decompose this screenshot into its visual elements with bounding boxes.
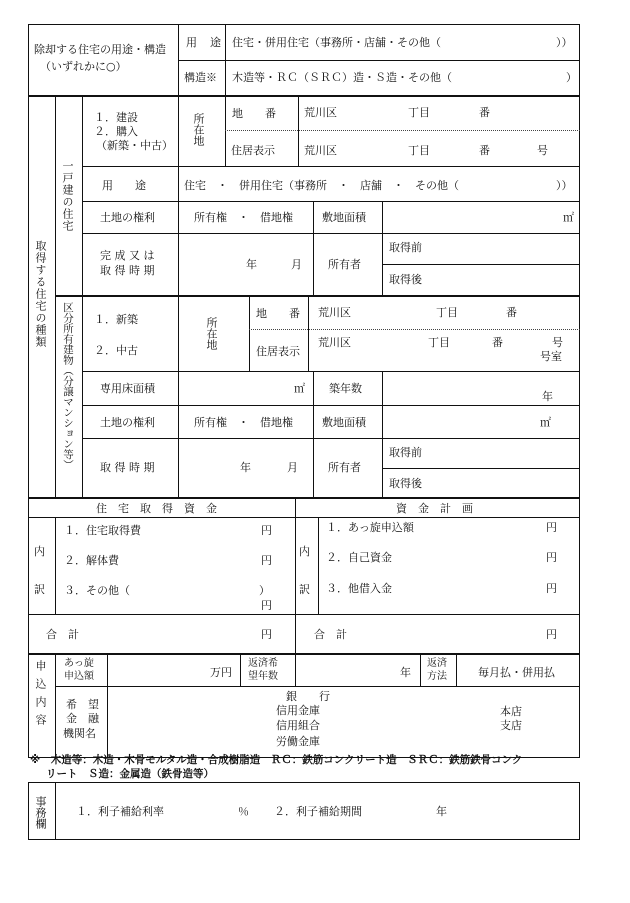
grid	[82, 371, 580, 372]
grid	[382, 371, 383, 498]
detached-opt1: １．建設	[94, 111, 138, 124]
detached-use-label: 用 途	[102, 179, 146, 192]
detached-opt2-sub: （新築・中古）	[96, 139, 173, 152]
grid	[420, 655, 421, 687]
grid	[28, 653, 580, 655]
condo-site-area-label: 敷地面積	[322, 416, 366, 429]
grid	[295, 498, 296, 654]
mediation-label2: 申込額	[64, 671, 94, 682]
office-item1: １．利子補給利率	[76, 805, 164, 818]
demolish-sub: （いずれかに○）	[40, 60, 127, 73]
inst-type-kumiai: 信用組合	[276, 719, 320, 732]
left-breakdown-char1: 内	[34, 545, 45, 558]
detached-label: 一戸建の住宅	[61, 160, 74, 232]
inst-type-shinkin: 信用金庫	[276, 704, 320, 717]
condo-addr-chome: 丁目	[428, 336, 450, 349]
mediation-unit: 万円	[210, 666, 232, 679]
right-yen-3: 円	[546, 582, 557, 595]
detached-use-close: ））	[556, 179, 573, 192]
repay-method-value: 毎月払・併用払	[478, 666, 555, 679]
grid	[55, 295, 580, 297]
condo-opt1: １．新築	[94, 313, 138, 326]
grid	[55, 517, 56, 615]
grid	[456, 655, 457, 687]
grid	[82, 405, 580, 406]
repay-years-unit: 年	[400, 666, 411, 679]
note-line2: リート Ｓ造：金属造（鉄骨造等）	[46, 768, 214, 780]
detached-lot-chome: 丁目	[408, 106, 430, 119]
detached-land-rights-value: 所有権 ・ 借地権	[194, 211, 293, 224]
office-item2-unit: 年	[436, 805, 447, 818]
grid	[178, 296, 179, 498]
grid	[55, 782, 56, 840]
institution-label1: 希 望	[66, 698, 99, 711]
branch-head: 本店	[500, 705, 522, 718]
grid	[178, 60, 580, 61]
grid	[28, 782, 29, 840]
funds-left-header: 住 宅 取 得 資 金	[96, 502, 217, 515]
condo-lot-ban: 番	[506, 306, 517, 319]
grid	[249, 296, 250, 371]
grid	[28, 614, 580, 615]
detached-time-label1: 完 成 又 は	[100, 249, 155, 262]
detached-time-month: 月	[291, 258, 302, 271]
condo-opt2: ２．中古	[94, 344, 138, 357]
condo-floor-area-label: 専用床面積	[100, 382, 155, 395]
repay-method-label2: 方法	[427, 671, 447, 682]
grid	[55, 686, 580, 687]
use-close: ））	[556, 36, 573, 49]
detached-addr-chome: 丁目	[408, 144, 430, 157]
condo-lot-chome: 丁目	[436, 306, 458, 319]
right-yen-2: 円	[546, 551, 557, 564]
border-left	[28, 24, 29, 758]
grid	[28, 497, 580, 499]
detached-site-area-unit: ㎡	[563, 211, 574, 224]
right-total-yen: 円	[546, 628, 557, 641]
detached-land-rights-label: 土地の権利	[100, 211, 155, 224]
condo-addr-go: 号	[552, 336, 563, 349]
detached-use-value: 住宅 ・ 併用住宅（事務所 ・ 店舗 ・ その他（	[184, 179, 459, 192]
detached-lot-label: 地 番	[232, 107, 276, 120]
grid	[295, 655, 296, 687]
grid	[579, 782, 580, 840]
condo-site-area-unit: ㎡	[540, 416, 551, 429]
grid	[382, 264, 580, 265]
grid	[55, 655, 56, 758]
struct-label: 構造※	[184, 71, 217, 84]
grid	[82, 166, 580, 167]
demolish-label: 除却する住宅の用途・構造	[34, 43, 166, 56]
application-label: 申込内容	[34, 660, 47, 732]
condo-lot-city: 荒川区	[318, 306, 351, 319]
condo-addr-city: 荒川区	[318, 336, 351, 349]
grid	[107, 655, 108, 758]
condo-addr-room: 号室	[540, 350, 562, 363]
condo-time-year: 年	[240, 461, 251, 474]
condo-owner-label: 所有者	[328, 461, 361, 474]
institution-label2: 金 融	[66, 712, 99, 725]
condo-after-label: 取得後	[389, 477, 422, 490]
left-item-3: ３．その他（	[64, 584, 130, 597]
detached-addr-ban: 番	[479, 144, 490, 157]
left-item-1: １．住宅取得費	[64, 524, 141, 537]
detached-after-label: 取得後	[389, 273, 422, 286]
grid	[28, 517, 580, 518]
grid	[382, 468, 580, 469]
left-yen-2: 円	[261, 554, 272, 567]
grid	[55, 96, 56, 498]
right-item-1: １．あっ旋申込額	[326, 521, 414, 534]
condo-land-rights-label: 土地の権利	[100, 416, 155, 429]
detached-owner-label: 所有者	[328, 258, 361, 271]
right-yen-1: 円	[546, 521, 557, 534]
right-total-label: 合 計	[314, 628, 347, 641]
grid	[28, 782, 580, 783]
detached-time-year: 年	[246, 258, 257, 271]
grid	[318, 517, 319, 615]
detached-site-area-label: 敷地面積	[322, 211, 366, 224]
repay-method-label1: 返済	[427, 658, 447, 669]
grid	[240, 655, 241, 687]
detached-lot-ban: 番	[479, 106, 490, 119]
condo-floor-area-unit: ㎡	[294, 382, 305, 395]
grid	[28, 95, 580, 97]
grid	[313, 371, 314, 498]
grid	[225, 96, 226, 166]
grid	[82, 438, 580, 439]
repay-years-label2: 望年数	[248, 671, 278, 682]
acquire-section-label: 取得する住宅の種類	[34, 240, 47, 348]
border-top	[28, 24, 580, 25]
inst-type-rokin: 労働金庫	[276, 735, 320, 748]
detached-opt2: ２．購入	[94, 125, 138, 138]
condo-before-label: 取得前	[389, 446, 422, 459]
detached-lot-city: 荒川区	[304, 106, 337, 119]
left-item-3-close: ）	[259, 584, 270, 597]
condo-addr-ban: 番	[492, 336, 503, 349]
grid	[298, 96, 299, 166]
left-total-label: 合 計	[46, 628, 79, 641]
grid	[82, 201, 580, 202]
right-item-3: ３．他借入金	[326, 582, 392, 595]
struct-close: ）	[566, 71, 577, 84]
detached-addr-go: 号	[537, 144, 548, 157]
funds-right-header: 資 金 計 画	[396, 502, 473, 515]
grid	[308, 296, 309, 371]
detached-addr-label: 住居表示	[231, 144, 275, 157]
office-item1-unit: ％	[238, 805, 249, 818]
use-label: 用 途	[186, 36, 222, 49]
left-yen-1: 円	[261, 524, 272, 537]
detached-addr-city: 荒川区	[304, 144, 337, 157]
institution-label3: 機関名	[63, 727, 96, 740]
left-item-2: ２．解体費	[64, 554, 119, 567]
condo-time-month: 月	[287, 461, 298, 474]
condo-age-label: 築年数	[329, 382, 362, 395]
right-item-2: ２．自己資金	[326, 551, 392, 564]
grid	[178, 96, 179, 296]
left-yen-3: 円	[261, 599, 272, 612]
office-item2: ２．利子補給期間	[274, 805, 362, 818]
mediation-label1: あっ旋	[64, 658, 94, 669]
grid	[382, 201, 383, 296]
inst-type-bank: 銀 行	[286, 690, 330, 703]
condo-lot-label: 地 番	[256, 307, 300, 320]
repay-years-label1: 返済希	[248, 658, 278, 669]
struct-value: 木造等・ＲＣ（ＳＲＣ）造・Ｓ造・その他（	[232, 71, 452, 84]
condo-addr-label: 住居表示	[256, 345, 300, 358]
detached-location-label: 所在地	[192, 113, 205, 146]
right-breakdown-char2: 訳	[299, 583, 310, 596]
branch: 支店	[500, 719, 522, 732]
left-breakdown-char2: 訳	[34, 583, 45, 596]
condo-label: 区分所有建物（分譲マンション等）	[62, 302, 74, 470]
right-breakdown-char1: 内	[299, 545, 310, 558]
detached-before-label: 取得前	[389, 241, 422, 254]
note-line1: ※ 木造等：木造・木骨モルタル造・合成樹脂造 ＲＣ：鉄筋コンクリート造 ＳＲＣ：鉄筋鉄骨コンク	[30, 754, 523, 766]
border-right	[579, 24, 580, 758]
detached-time-label2: 取 得 時 期	[100, 264, 155, 277]
grid	[313, 201, 314, 296]
use-value: 住宅・併用住宅（事務所・店舗・その他（	[232, 36, 441, 49]
left-total-yen: 円	[261, 628, 272, 641]
grid	[28, 839, 580, 840]
condo-location-label: 所在地	[205, 317, 218, 350]
condo-land-rights-value: 所有権 ・ 借地権	[194, 416, 293, 429]
grid	[82, 233, 580, 234]
condo-time-label: 取 得 時 期	[100, 461, 155, 474]
office-label: 事務欄	[34, 796, 47, 829]
condo-age-unit: 年	[542, 390, 553, 403]
